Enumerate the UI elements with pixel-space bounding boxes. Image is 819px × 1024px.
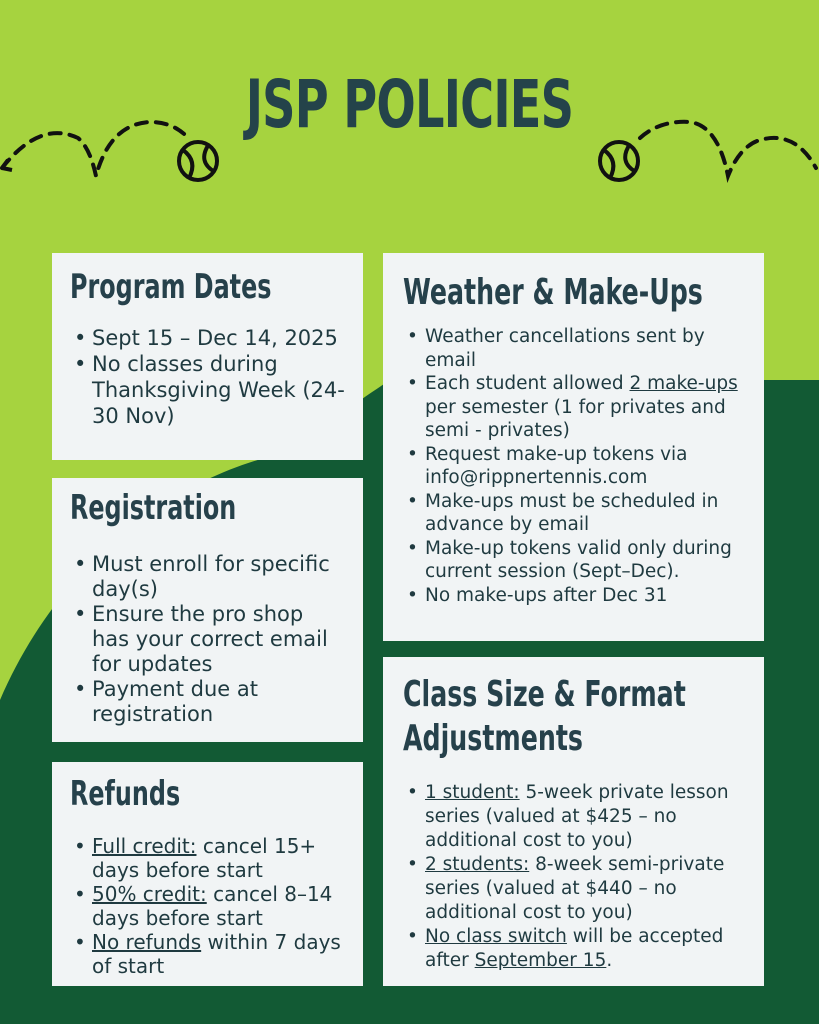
item-text: cancel 8–14 days before start (92, 882, 333, 930)
list-item: • No make-ups after Dec 31 (403, 584, 744, 608)
list-item (403, 853, 744, 925)
list-item (70, 930, 345, 978)
item-text: 5-week private lesson series (valued at $425 – no additional cost to you) (425, 782, 729, 851)
class-size-heading: Class Size & Format Adjustments (403, 674, 686, 759)
program-dates-heading: Program Dates (70, 267, 272, 307)
list-item: • Request make-up tokens via info@rippnertennis.com (403, 443, 744, 490)
refunds-list (70, 834, 345, 978)
list-item (403, 372, 744, 443)
weather-list (403, 325, 744, 607)
program-dates-list (70, 325, 345, 429)
registration-list (70, 552, 345, 727)
item-text: will be accepted after (425, 926, 724, 971)
list-item: • Ensure the pro shop has your correct email for updates (70, 602, 345, 677)
underlined-term: No class switch (425, 926, 567, 947)
page-title: JSP POLICIES (245, 66, 574, 143)
item-text: within 7 days of start (92, 930, 341, 978)
list-item: • Make-ups must be scheduled in advance by email (403, 490, 744, 537)
item-text: 8-week semi-private series (valued at $440 – no additional cost to you) (425, 854, 725, 923)
program-dates-card (52, 253, 363, 460)
tennis-ball-icon (596, 138, 642, 184)
item-text: . (606, 950, 613, 971)
list-item (403, 925, 744, 973)
underlined-term: No refunds (92, 930, 202, 954)
underlined-term: Full credit: (92, 834, 197, 858)
item-text: Each student allowed (425, 373, 630, 394)
list-item: • No classes during Thanksgiving Week (24-30 Nov) (70, 351, 345, 429)
underlined-term: 1 student: (425, 782, 520, 803)
underlined-term: 50% credit: (92, 882, 207, 906)
list-item: • Must enroll for specific day(s) (70, 552, 345, 602)
list-item (70, 834, 345, 882)
weather-heading: Weather & Make-Ups (403, 272, 703, 313)
underlined-term: 2 make-ups (629, 373, 738, 394)
list-item: • Weather cancellations sent by email (403, 325, 744, 372)
class-size-list (403, 781, 744, 973)
list-item: • Make-up tokens valid only during current session (Sept–Dec). (403, 537, 744, 584)
weather-card (383, 253, 764, 641)
item-text: cancel 15+ days before start (92, 834, 317, 882)
tennis-ball-icon (175, 138, 221, 184)
list-item (403, 781, 744, 853)
list-item: • Sept 15 – Dec 14, 2025 (70, 325, 345, 351)
underlined-term: 2 students: (425, 854, 530, 875)
underlined-term: September 15 (474, 950, 607, 971)
refunds-card (52, 762, 363, 986)
list-item: • Payment due at registration (70, 677, 345, 727)
item-text: per semester (1 for privates and semi - privates) (425, 396, 726, 441)
list-item (70, 882, 345, 930)
class-size-card (383, 657, 764, 986)
registration-card (52, 478, 363, 742)
registration-heading: Registration (70, 488, 237, 528)
refunds-heading: Refunds (70, 774, 181, 814)
